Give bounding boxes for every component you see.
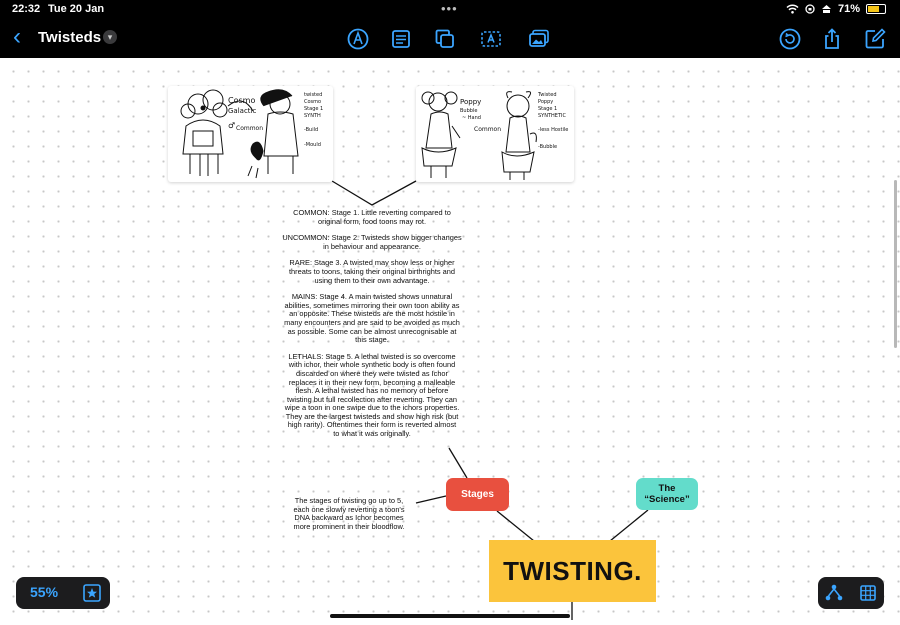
multitasking-dots[interactable]: ••• <box>441 1 458 16</box>
stages-side-note[interactable]: The stages of twisting go up to 5, each one slowly reverting a toon's DNA backward as Ichor becomes more prominent in their bloodflow. <box>293 496 405 531</box>
zoom-control[interactable] <box>16 577 110 609</box>
svg-text:Cosmo: Cosmo <box>304 99 322 105</box>
svg-text:~ Hand: ~ Hand <box>462 115 481 121</box>
character-sketch-poppy[interactable] <box>416 86 574 182</box>
svg-text:-Mould: -Mould <box>304 142 321 148</box>
svg-text:Bubble: Bubble <box>460 108 478 114</box>
vertical-scrollbar[interactable] <box>894 180 897 348</box>
character-sketch-drawing <box>416 86 574 182</box>
svg-text:twisted: twisted <box>304 92 323 98</box>
home-indicator[interactable] <box>330 614 570 618</box>
svg-text:Common: Common <box>236 125 264 132</box>
chevron-down-icon[interactable]: ▾ <box>103 30 117 44</box>
view-controls <box>818 577 884 609</box>
twisting-central-node[interactable]: TWISTING. <box>489 540 656 602</box>
svg-text:SYNTH: SYNTH <box>304 113 321 119</box>
document-title[interactable]: Twisteds <box>38 29 102 46</box>
star-icon[interactable] <box>82 583 102 603</box>
character-sketch-drawing <box>168 86 333 182</box>
chevron-left-icon[interactable]: ‹ <box>13 23 21 50</box>
svg-text:Twisted: Twisted <box>538 92 557 98</box>
svg-text:-Bubble: -Bubble <box>538 144 558 150</box>
svg-text:-less Hostile: -less Hostile <box>538 127 569 133</box>
hierarchy-icon[interactable] <box>824 583 844 603</box>
svg-text:Stage 1: Stage 1 <box>538 106 558 112</box>
status-date: Tue 20 Jan <box>48 3 105 15</box>
stage-descriptions[interactable] <box>272 209 472 447</box>
stage-rare-text: RARE: Stage 3. A twisted may show less or higher threats to toons, taking their original birthrights and using them to their own advantage. <box>289 258 455 285</box>
stages-node[interactable]: Stages <box>446 478 509 511</box>
stage-mains-text: MAINS: Stage 4. A main twisted shows unnatural abilities, sometimes mirroring their own toon ability as an opposite. These twisteds are the most hostile in many encounters and are said to be avoided as much as possible. Some can be almost unrecognisable at this stage. <box>284 292 460 345</box>
svg-text:Cosmo: Cosmo <box>228 96 256 105</box>
zoom-level[interactable]: 55% <box>30 584 59 600</box>
character-sketch-cosmo[interactable] <box>168 86 333 182</box>
svg-text:Galactic: Galactic <box>228 107 257 115</box>
svg-text:-Build: -Build <box>304 127 319 133</box>
stage-lethals-text: LETHALS: Stage 5. A lethal twisted is so overcome with ichor, their whole synthetic body is often found discarded on where they were twisted as Ichor replaces it in their new form, becoming a malleable flesh. A lethal twisted has no memory of before twisting but full recollection after reverting. They can wipe a toon in one swipe due to the ichors properties. They are the largest twisteds and show high risk (but high rarity). Oftentimes their form is reverted almost to what it was originally. <box>284 351 460 439</box>
svg-text:Common: Common <box>474 126 502 133</box>
svg-text:Stage 1: Stage 1 <box>304 106 324 112</box>
status-time: 22:32 <box>12 3 41 15</box>
svg-text:SYNTHETIC: SYNTHETIC <box>538 113 566 119</box>
svg-text:♂: ♂ <box>228 121 236 130</box>
science-node[interactable]: The “Science” <box>636 478 698 510</box>
stage-uncommon-text: UNCOMMON: Stage 2. Twisteds show bigger changes in behaviour and appearance. <box>282 233 462 251</box>
grid-icon[interactable] <box>858 583 878 603</box>
svg-text:Poppy: Poppy <box>538 99 554 105</box>
stage-common-text: COMMON: Stage 1. Little reverting compared to original form, food toons may rot. <box>293 208 451 226</box>
svg-text:Poppy: Poppy <box>460 98 482 106</box>
battery-percent: 71% <box>837 3 860 15</box>
